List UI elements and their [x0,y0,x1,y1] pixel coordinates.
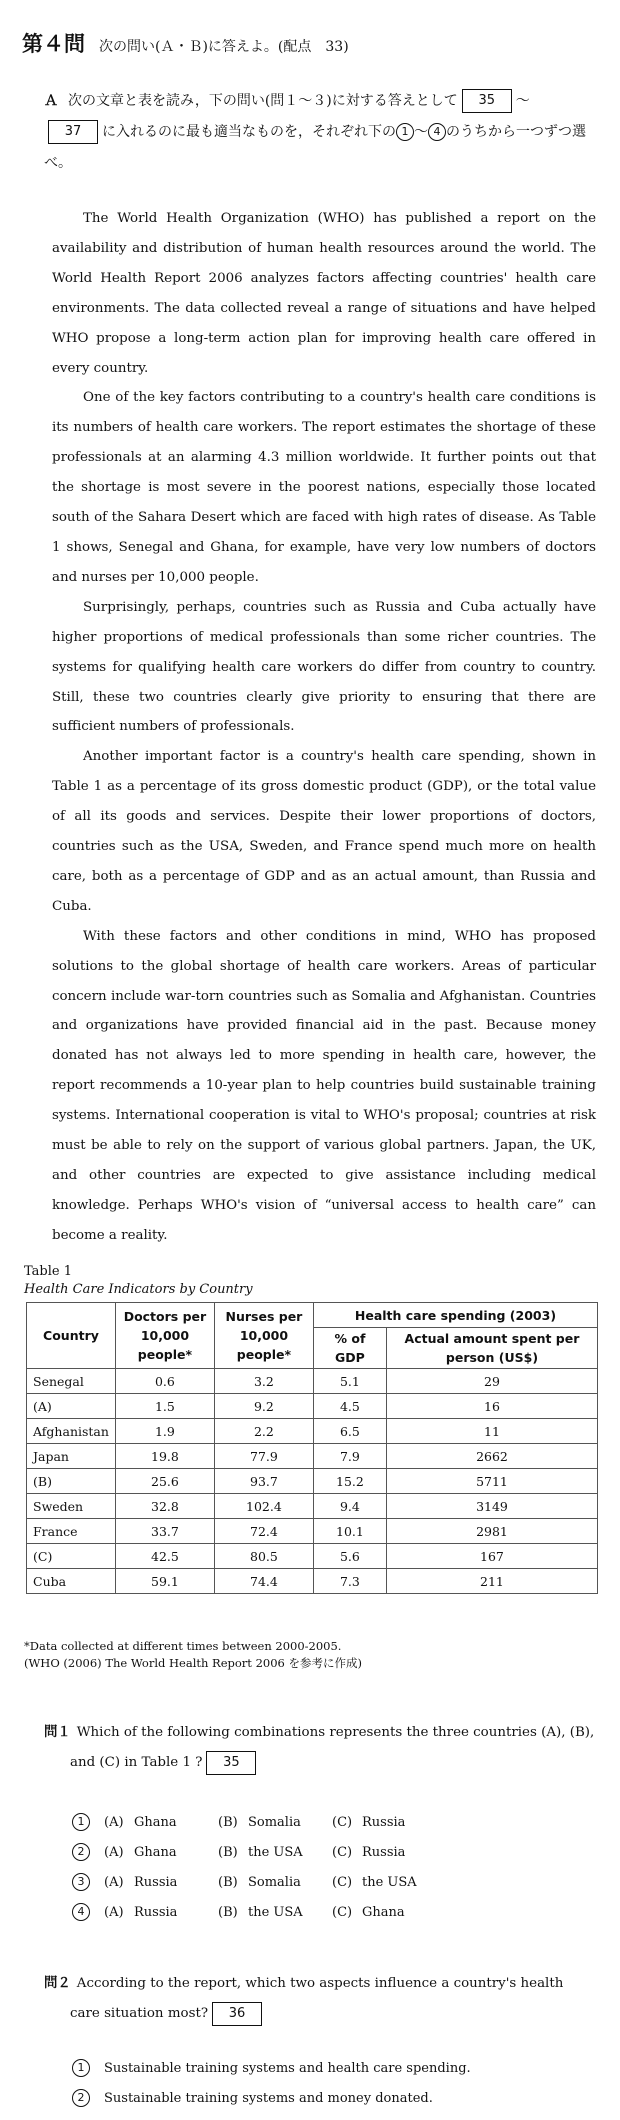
table-footnote-source: (WHO (2006) The World Health Report 2006 を参考に作成) [24,1656,362,1670]
answer-box-35: 35 [462,89,512,113]
cell-doctors: 33.7 [115,1519,214,1544]
option-country-b: the USA [248,1904,303,1920]
table-title: Health Care Indicators by Country [24,1282,253,1297]
header-doctors: Doctors per 10,000 people* [115,1303,214,1369]
cell-amount: 211 [386,1569,597,1594]
cell-gdp: 9.4 [313,1494,386,1519]
cell-country: Japan [27,1444,116,1469]
question-2-label: 問２ [44,1976,71,1991]
passage-paragraph-5: With these factors and other conditions in mind, WHO has proposed solutions to the global shortage of health care workers. Areas of particular concern include war-torn countries such as Somalia and Afghanistan. Countries and organizations have provided financial aid in the past. Because money donated has not always led to more spending in health care, however, the report recommends a 10-year plan to help countries build sustainable training systems. International cooperation is vital to WHO's proposal; countries at risk must be able to rely on the support of various global partners. Japan, the UK, and other countries are expected to give assistance including medical knowledge. Perhaps WHO's vision of “universal access to health care” can become a reality. [52,928,596,1243]
passage-paragraph-3: Surprisingly, perhaps, countries such as Russia and Cuba actually have higher proportions of medical professionals than some richer countries. The systems for qualifying health care workers do differ from country to country. Still, these two countries clearly give priority to ensuring that there are sufficient numbers of professionals. [52,599,596,735]
cell-gdp: 6.5 [313,1419,386,1444]
question-number: 第４問 [22,32,85,56]
table-label: Table 1 [24,1264,72,1279]
health-indicators-table [26,1302,598,1594]
cell-gdp: 10.1 [313,1519,386,1544]
tag-c: (C) [332,1904,353,1920]
choice-marker-1: 1 [396,123,414,141]
cell-gdp: 7.3 [313,1569,386,1594]
cell-doctors: 42.5 [115,1544,214,1569]
table-row [27,1569,598,1594]
reading-passage [52,204,596,1251]
cell-amount: 3149 [386,1494,597,1519]
cell-gdp: 4.5 [313,1394,386,1419]
option-country-a: Ghana [134,1844,177,1860]
answer-box-37: 37 [48,120,98,144]
table-row [27,1444,598,1469]
instruction-text-1: 次の文章と表を読み，下の問い(問１～３)に対する答えとして [68,93,458,109]
passage-paragraph-1: The World Health Organization (WHO) has published a report on the availability and distribution of human health resources around the world. The World Health Report 2006 analyzes factors affecting countries' health care environments. The data collected reveal a range of situations and have helped WHO propose a long-term action plan for improving health care offered in every country. [52,211,596,376]
table-caption [24,1263,253,1299]
cell-nurses: 72.4 [214,1519,313,1544]
cell-country: (A) [27,1394,116,1419]
option-number: 1 [72,1813,90,1831]
tag-a: (A) [104,1874,124,1890]
option-country-b: Somalia [248,1814,301,1830]
header-amount: Actual amount spent per person (US$) [386,1328,597,1369]
table-row [27,1519,598,1544]
cell-nurses: 2.2 [214,1419,313,1444]
tag-c: (C) [332,1874,353,1890]
header-spending: Health care spending (2003) [313,1303,597,1328]
passage-paragraph-2: One of the key factors contributing to a country's health care conditions is its numbers of health care workers. The report estimates the shortage of these professionals at an alarming 4.3 million worldwide. It further points out that the shortage is most severe in the poorest nations, especially those located south of the Sahara Desert which are faced with high rates of disease. As Table 1 shows, Senegal and Ghana, for example, have very low numbers of doctors and nurses per 10,000 people. [52,390,596,585]
section-label: Ａ [44,93,58,109]
option-country-c: Ghana [362,1904,405,1920]
instruction-text-2: ～ [515,93,530,109]
cell-nurses: 9.2 [214,1394,313,1419]
header-country: Country [27,1303,116,1369]
instruction-text-4: ～ [414,124,428,140]
table-row [27,1469,598,1494]
option-text: Sustainable training systems and health care spending. [104,2060,471,2076]
option-country-c: Russia [362,1814,406,1830]
answer-option-4[interactable] [72,1897,446,1927]
cell-country: Sweden [27,1494,116,1519]
question-1 [44,1718,596,1778]
option-country-c: Russia [362,1844,406,1860]
option-number: 1 [72,2059,90,2077]
cell-nurses: 77.9 [214,1444,313,1469]
cell-doctors: 1.9 [115,1419,214,1444]
cell-country: (C) [27,1544,116,1569]
passage-paragraph-4: Another important factor is a country's health care spending, shown in Table 1 as a percentage of its gross domestic product (GDP), or the total value of all its goods and services. Despite their lower proportions of doctors, countries such as the USA, Sweden, and France spend much more on health care, both as a percentage of GDP and as an actual amount, than Russia and Cuba. [52,749,596,914]
cell-doctors: 19.8 [115,1444,214,1469]
cell-amount: 11 [386,1419,597,1444]
instruction [44,86,592,179]
table-footnotes [24,1638,362,1672]
option-country-b: the USA [248,1844,303,1860]
cell-gdp: 5.6 [313,1544,386,1569]
cell-doctors: 25.6 [115,1469,214,1494]
answer-box-36: 36 [212,2002,262,2026]
tag-a: (A) [104,1814,124,1830]
tag-b: (B) [218,1814,238,1830]
option-number: 2 [72,1843,90,1861]
tag-c: (C) [332,1844,353,1860]
cell-country: Senegal [27,1369,116,1394]
question-1-label: 問１ [44,1725,71,1740]
question-title: 次の問い(Ａ・Ｂ)に答えよ。(配点 33) [99,39,349,55]
cell-gdp: 7.9 [313,1444,386,1469]
table-row [27,1419,598,1444]
question-header [22,28,349,58]
question-2-text-1: According to the report, which two aspects influence a country's health [76,1976,564,1991]
cell-gdp: 5.1 [313,1369,386,1394]
cell-doctors: 1.5 [115,1394,214,1419]
option-country-a: Russia [134,1904,178,1920]
option-number: 2 [72,2089,90,2107]
cell-amount: 16 [386,1394,597,1419]
table-row [27,1369,598,1394]
answer-option-3[interactable] [72,1867,446,1897]
option-text: Sustainable training systems and money donated. [104,2090,433,2106]
tag-b: (B) [218,1874,238,1890]
cell-doctors: 0.6 [115,1369,214,1394]
option-number: 3 [72,1873,90,1891]
cell-nurses: 3.2 [214,1369,313,1394]
header-gdp: % of GDP [313,1328,386,1369]
question-1-text-2: and (C) in Table 1 ? [70,1755,203,1770]
option-country-a: Ghana [134,1814,177,1830]
tag-a: (A) [104,1844,124,1860]
answer-option-1[interactable] [72,2053,471,2083]
question-1-options [72,1807,446,1927]
question-2-options [72,2053,471,2113]
cell-doctors: 59.1 [115,1569,214,1594]
cell-country: (B) [27,1469,116,1494]
option-country-b: Somalia [248,1874,301,1890]
cell-country: France [27,1519,116,1544]
choice-marker-4: 4 [428,123,446,141]
option-country-c: the USA [362,1874,417,1890]
tag-a: (A) [104,1904,124,1920]
cell-country: Afghanistan [27,1419,116,1444]
table-footnote-data: *Data collected at different times between 2000-2005. [24,1639,342,1653]
answer-option-2[interactable] [72,2083,471,2113]
option-country-a: Russia [134,1874,178,1890]
cell-country: Cuba [27,1569,116,1594]
instruction-text-3: に入れるのに最も適当なものを，それぞれ下の [102,124,396,140]
cell-amount: 167 [386,1544,597,1569]
answer-option-2[interactable] [72,1837,446,1867]
tag-c: (C) [332,1814,353,1830]
cell-gdp: 15.2 [313,1469,386,1494]
cell-nurses: 93.7 [214,1469,313,1494]
question-2 [44,1969,596,2029]
answer-box-35-q1: 35 [206,1751,256,1775]
header-nurses: Nurses per 10,000 people* [214,1303,313,1369]
tag-b: (B) [218,1844,238,1860]
question-2-text-2: care situation most? [70,2006,209,2021]
cell-amount: 2981 [386,1519,597,1544]
instruction-text-5: のうちから一つずつ選べ。 [44,124,586,171]
cell-doctors: 32.8 [115,1494,214,1519]
table-row [27,1494,598,1519]
cell-nurses: 74.4 [214,1569,313,1594]
table-row [27,1394,598,1419]
tag-b: (B) [218,1904,238,1920]
cell-amount: 5711 [386,1469,597,1494]
cell-nurses: 80.5 [214,1544,313,1569]
table-row [27,1544,598,1569]
cell-nurses: 102.4 [214,1494,313,1519]
answer-option-1[interactable] [72,1807,446,1837]
cell-amount: 29 [386,1369,597,1394]
cell-amount: 2662 [386,1444,597,1469]
question-1-text-1: Which of the following combinations represents the three countries (A), (B), [76,1725,595,1740]
option-number: 4 [72,1903,90,1921]
